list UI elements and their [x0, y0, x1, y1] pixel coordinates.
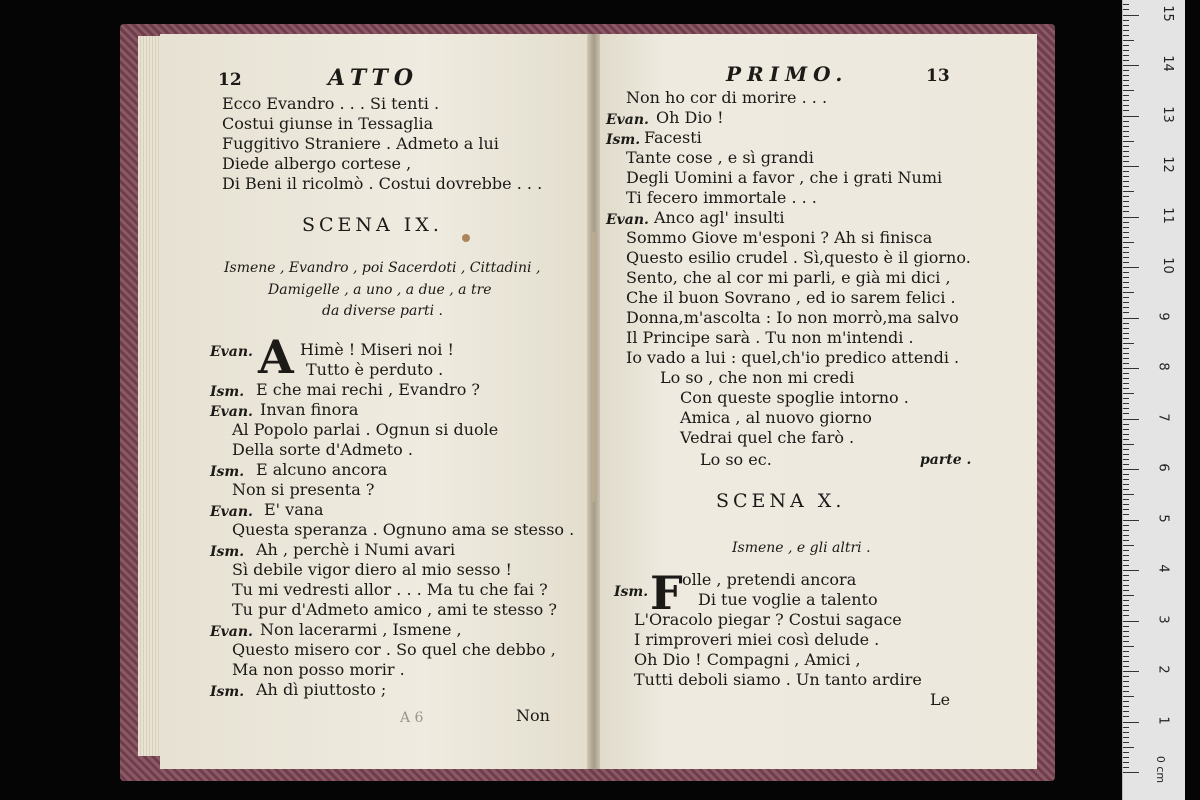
ruler-label: 10 — [1159, 257, 1175, 274]
ruler-tick — [1123, 413, 1129, 414]
ruler-tick — [1123, 257, 1129, 258]
ruler-tick — [1123, 201, 1129, 202]
ruler-tick — [1123, 570, 1139, 571]
dialogue-line: Tutti deboli siamo . Un tanto ardire — [634, 670, 922, 689]
ruler-tick — [1123, 196, 1129, 197]
ruler-tick — [1123, 25, 1129, 26]
dialogue-line: Di tue voglie a talento — [698, 590, 878, 609]
dialogue-line: Questa speranza . Ognuno ama se stesso . — [232, 520, 575, 539]
ruler-tick — [1123, 338, 1129, 339]
ruler-label: 7 — [1155, 412, 1171, 422]
ruler-tick — [1123, 35, 1129, 36]
ruler-tick — [1123, 752, 1129, 753]
page-number: 12 — [218, 70, 242, 90]
dialogue-line: Non ho cor di morire . . . — [626, 88, 828, 107]
ruler-tick — [1123, 540, 1129, 541]
dialogue-line: Con queste spoglie intorno . — [680, 388, 909, 407]
ruler-tick — [1123, 55, 1129, 56]
ruler-tick — [1123, 348, 1129, 349]
ruler-tick — [1123, 474, 1129, 475]
ruler-tick — [1123, 509, 1129, 510]
ruler-tick — [1123, 686, 1129, 687]
ruler-tick — [1123, 90, 1134, 91]
binding-thread — [592, 232, 595, 502]
dialogue-line: Io vado a lui : quel,ch'io predico attendi . — [626, 348, 960, 367]
dialogue-line: Sommo Giove m'esponi ? Ah si finisca — [626, 228, 933, 247]
dialogue-line: Sento, che al cor mi parli, e già mi dici , — [626, 268, 951, 287]
dialogue-line: Oh Dio ! Compagni , Amici , — [634, 650, 861, 669]
ruler-label: 8 — [1155, 362, 1171, 371]
dialogue-line: Questo misero cor . So quel che debbo , — [232, 640, 556, 659]
ruler-tick — [1123, 434, 1129, 435]
ruler-tick — [1123, 580, 1129, 581]
ruler-tick — [1123, 333, 1129, 334]
speaker: Ism. — [210, 384, 245, 400]
dialogue-line: L'Oracolo piegar ? Costui sagace — [634, 610, 902, 629]
ruler-tick — [1123, 267, 1139, 268]
signature-mark: A 6 — [400, 710, 424, 726]
dialogue-line: Della sorte d'Admeto . — [232, 440, 413, 459]
ruler-tick — [1123, 459, 1129, 460]
ruler-tick — [1123, 121, 1129, 122]
ruler-tick — [1123, 772, 1139, 773]
ruler-tick — [1123, 424, 1129, 425]
ruler-tick — [1123, 762, 1129, 763]
running-head: ATTO — [328, 65, 419, 91]
ruler-tick — [1123, 656, 1129, 657]
ruler-tick — [1123, 711, 1129, 712]
ruler-tick — [1123, 575, 1129, 576]
text-line: Ecco Evandro . . . Si tenti . — [222, 94, 440, 113]
dialogue-line: Non si presenta ? — [232, 480, 375, 499]
speaker: Evan. — [606, 212, 649, 228]
ruler-tick — [1123, 4, 1129, 5]
speaker: Ism. — [210, 464, 245, 480]
ruler-tick — [1123, 206, 1129, 207]
dialogue-line: Ti fecero immortale . . . — [626, 188, 817, 207]
dialogue-line: Sì debile vigor diero al mio sesso ! — [232, 560, 512, 579]
dialogue-line: Il Principe sarà . Tu non m'intendi . — [626, 328, 914, 347]
dialogue-line: Oh Dio ! — [656, 108, 724, 127]
ruler-label: 4 — [1155, 564, 1171, 573]
ruler-tick — [1123, 30, 1129, 31]
ruler-tick — [1123, 363, 1129, 364]
scene-characters: da diverse parti . — [322, 303, 444, 319]
ruler-tick — [1123, 151, 1129, 152]
ruler-tick — [1123, 80, 1129, 81]
dialogue-line: Ah dì piuttosto ; — [256, 680, 387, 699]
ruler-tick — [1123, 595, 1134, 596]
ruler-tick — [1123, 166, 1139, 167]
ruler-tick — [1123, 464, 1129, 465]
dialogue-line: Ah , perchè i Numi avari — [256, 540, 456, 559]
dialogue-line: Facesti — [644, 128, 702, 147]
dialogue-line: Non lacerarmi , Ismene , — [260, 620, 462, 639]
dialogue-line: E che mai rechi , Evandro ? — [256, 380, 481, 399]
right-page — [600, 34, 1037, 769]
ruler-tick — [1123, 419, 1139, 420]
ruler-tick — [1123, 555, 1129, 556]
ruler-label: 13 — [1159, 105, 1175, 123]
text-line: Diede albergo cortese , — [222, 154, 412, 173]
speaker: Ism. — [614, 584, 649, 600]
dialogue-line: Tutto è perduto . — [306, 360, 444, 379]
ruler-tick — [1123, 227, 1129, 228]
ruler-tick — [1123, 247, 1129, 248]
ruler-tick — [1123, 65, 1139, 66]
ruler-tick — [1123, 615, 1129, 616]
ruler-tick — [1123, 343, 1134, 344]
ruler-tick — [1123, 747, 1134, 748]
ruler-tick — [1123, 767, 1129, 768]
ruler-tick — [1123, 217, 1139, 218]
ruler-tick — [1123, 116, 1139, 117]
ruler-tick — [1123, 499, 1129, 500]
ruler-tick — [1123, 292, 1134, 293]
dialogue-line: Tu mi vedresti allor . . . Ma tu che fai ? — [232, 580, 548, 599]
speaker: Ism. — [606, 132, 641, 148]
ruler-tick — [1123, 696, 1134, 697]
ruler-tick — [1123, 176, 1129, 177]
ruler-tick — [1123, 15, 1139, 16]
ruler-tick — [1123, 20, 1129, 21]
dialogue-line: Che il buon Sovrano , ed io sarem felici . — [626, 288, 956, 307]
ruler-tick — [1123, 545, 1134, 546]
ruler-tick — [1123, 439, 1129, 440]
ruler-tick — [1123, 631, 1129, 632]
left-page — [160, 34, 600, 769]
ruler-tick — [1123, 126, 1129, 127]
ruler-tick — [1123, 641, 1129, 642]
ruler-tick — [1123, 75, 1129, 76]
ruler-tick — [1123, 722, 1139, 723]
ruler-tick — [1123, 40, 1134, 41]
ruler-tick — [1123, 666, 1129, 667]
ruler-tick — [1123, 621, 1139, 622]
ruler-tick — [1123, 60, 1129, 61]
ruler-tick — [1123, 50, 1129, 51]
ruler-tick — [1123, 388, 1129, 389]
ruler-label: 3 — [1155, 614, 1171, 624]
ruler-tick — [1123, 646, 1134, 647]
ruler-label: 14 — [1159, 55, 1175, 72]
ruler-tick — [1123, 530, 1129, 531]
ruler-tick — [1123, 408, 1129, 409]
ruler-tick — [1123, 701, 1129, 702]
ruler-tick — [1123, 282, 1129, 283]
ruler-tick — [1123, 479, 1129, 480]
speaker: Ism. — [210, 544, 245, 560]
ruler-tick — [1123, 45, 1129, 46]
speaker: Evan. — [210, 404, 253, 420]
exit-note: parte . — [920, 452, 972, 468]
ruler-tick — [1123, 706, 1129, 707]
ruler-tick — [1123, 146, 1129, 147]
catchword: Le — [930, 690, 951, 709]
ruler-tick — [1123, 691, 1129, 692]
ruler-tick — [1123, 444, 1134, 445]
ruler-tick — [1123, 105, 1129, 106]
text-line: Fuggitivo Straniere . Admeto a lui — [222, 134, 499, 153]
ruler-tick — [1123, 323, 1129, 324]
ruler-tick — [1123, 676, 1129, 677]
dialogue-line: Questo esilio crudel . Sì,questo è il giorno. — [626, 248, 971, 267]
ruler-tick — [1123, 449, 1129, 450]
ruler-tick — [1123, 757, 1129, 758]
ruler-tick — [1123, 9, 1129, 10]
ruler-tick — [1123, 287, 1129, 288]
ruler-label: 9 — [1155, 311, 1171, 321]
ruler-tick — [1123, 403, 1129, 404]
ruler-tick — [1123, 186, 1129, 187]
ruler-tick — [1123, 191, 1134, 192]
ruler-tick — [1123, 454, 1129, 455]
ruler-tick — [1123, 297, 1129, 298]
scene-heading: SCENA IX. — [302, 214, 443, 236]
ruler-tick — [1123, 605, 1129, 606]
drop-capital: A — [258, 330, 294, 384]
measurement-ruler — [1122, 0, 1185, 800]
speaker: Ism. — [210, 684, 245, 700]
dialogue-line: Invan finora — [260, 400, 359, 419]
text-line: Di Beni il ricolmò . Costui dovrebbe . . . — [222, 174, 543, 193]
ruler-tick — [1123, 272, 1129, 273]
scene-characters: Ismene , e gli altri . — [732, 540, 871, 556]
ruler-tick — [1123, 211, 1129, 212]
ruler-tick — [1123, 181, 1129, 182]
ruler-tick — [1123, 222, 1129, 223]
ruler-tick — [1123, 232, 1129, 233]
ruler-tick — [1123, 373, 1129, 374]
ruler-tick — [1123, 585, 1129, 586]
dialogue-line: Tu pur d'Admeto amico , ami te stesso ? — [232, 600, 557, 619]
ruler-label: 6 — [1155, 463, 1171, 472]
ruler-tick — [1123, 85, 1129, 86]
ruler-tick — [1123, 383, 1129, 384]
dialogue-line: olle , pretendi ancora — [682, 570, 857, 589]
ruler-tick — [1123, 262, 1129, 263]
ruler-tick — [1123, 378, 1129, 379]
dialogue-line: Himè ! Miseri noi ! — [300, 340, 454, 359]
ruler-tick — [1123, 110, 1129, 111]
page-number: 13 — [926, 66, 950, 86]
ruler-tick — [1123, 398, 1129, 399]
scene-characters: Ismene , Evandro , poi Sacerdoti , Cittadini , — [224, 260, 541, 276]
dialogue-line: Amica , al nuovo giorno — [680, 408, 872, 427]
ruler-tick — [1123, 368, 1139, 369]
ruler-tick — [1123, 535, 1129, 536]
ruler-tick — [1123, 131, 1129, 132]
ruler-tick — [1123, 671, 1139, 672]
ruler-tick — [1123, 484, 1129, 485]
ruler-tick — [1123, 242, 1134, 243]
ruler-label: 1 — [1155, 715, 1171, 725]
ruler-tick — [1123, 353, 1129, 354]
ruler-tick — [1123, 469, 1139, 470]
text-line: Costui giunse in Tessaglia — [222, 114, 434, 133]
ruler-tick — [1123, 358, 1129, 359]
ruler-label: 2 — [1155, 665, 1171, 674]
ruler-tick — [1123, 732, 1129, 733]
ruler-tick — [1123, 171, 1129, 172]
ruler-tick — [1123, 312, 1129, 313]
ruler-label: 0 cm — [1154, 755, 1168, 784]
ruler-tick — [1123, 716, 1129, 717]
ruler-tick — [1123, 100, 1129, 101]
ruler-tick — [1123, 514, 1129, 515]
ruler-tick — [1123, 489, 1129, 490]
ink-stain — [462, 234, 470, 242]
ruler-tick — [1123, 328, 1129, 329]
ruler-tick — [1123, 393, 1134, 394]
dialogue-line: Tante cose , e sì grandi — [626, 148, 814, 167]
ruler-tick — [1123, 681, 1129, 682]
ruler-tick — [1123, 610, 1129, 611]
ruler-tick — [1123, 302, 1129, 303]
ruler-tick — [1123, 626, 1129, 627]
ruler-tick — [1123, 161, 1129, 162]
dialogue-line: Donna,m'ascolta : Io non morrò,ma salvo — [626, 308, 959, 327]
ruler-tick — [1123, 636, 1129, 637]
dialogue-line: E alcuno ancora — [256, 460, 388, 479]
running-head: PRIMO. — [726, 62, 849, 86]
ruler-label: 15 — [1159, 4, 1175, 22]
ruler-tick — [1123, 550, 1129, 551]
ruler-tick — [1123, 70, 1129, 71]
dialogue-line: Lo so , che non mi credi — [660, 368, 855, 387]
scene-heading: SCENA X. — [716, 490, 846, 512]
dialogue-line: Anco agl' insulti — [654, 208, 785, 227]
ruler-tick — [1123, 520, 1139, 521]
ruler-tick — [1123, 429, 1129, 430]
ruler-tick — [1123, 737, 1129, 738]
ruler-tick — [1123, 141, 1134, 142]
ruler-tick — [1123, 237, 1129, 238]
ruler-tick — [1123, 156, 1129, 157]
ruler-tick — [1123, 504, 1129, 505]
ruler-tick — [1123, 661, 1129, 662]
drop-capital: F — [650, 566, 683, 620]
ruler-tick — [1123, 525, 1129, 526]
dialogue-line: E' vana — [264, 500, 324, 519]
ruler-tick — [1123, 277, 1129, 278]
speaker: Evan. — [210, 344, 253, 360]
ruler-tick — [1123, 95, 1129, 96]
ruler-label: 12 — [1159, 156, 1175, 173]
ruler-tick — [1123, 600, 1129, 601]
dialogue-line: Ma non posso morir . — [232, 660, 405, 679]
speaker: Evan. — [210, 624, 253, 640]
scene-characters: Damigelle , a uno , a due , a tre — [268, 282, 492, 298]
ruler-tick — [1123, 136, 1129, 137]
ruler-tick — [1123, 252, 1129, 253]
ruler-tick — [1123, 590, 1129, 591]
ruler-tick — [1123, 560, 1129, 561]
catchword: Non — [516, 706, 550, 725]
dialogue-line: Al Popolo parlai . Ognun si duole — [232, 420, 499, 439]
ruler-tick — [1123, 727, 1129, 728]
ruler-tick — [1123, 494, 1134, 495]
ruler-label: 5 — [1155, 513, 1171, 523]
ruler-tick — [1123, 565, 1129, 566]
dialogue-line: Degli Uomini a favor , che i grati Numi — [626, 168, 943, 187]
dialogue-line: Lo so ec. — [700, 450, 772, 469]
ruler-tick — [1123, 318, 1139, 319]
ruler-tick — [1123, 742, 1129, 743]
speaker: Evan. — [210, 504, 253, 520]
ruler-label: 11 — [1159, 206, 1175, 224]
dialogue-line: I rimproveri miei così delude . — [634, 630, 880, 649]
ruler-tick — [1123, 307, 1129, 308]
dialogue-line: Vedrai quel che farò . — [680, 428, 855, 447]
ruler-tick — [1123, 651, 1129, 652]
speaker: Evan. — [606, 112, 649, 128]
